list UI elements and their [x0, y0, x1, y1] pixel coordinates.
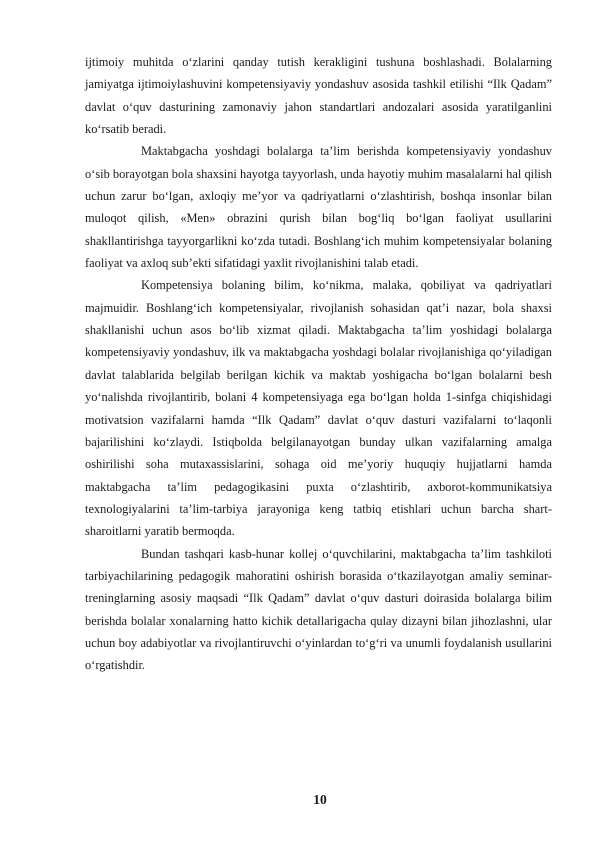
- document-body: [85, 51, 552, 677]
- page-number: 10: [313, 792, 327, 807]
- paragraph-1: ijtimoiy muhitda o‘zlarini qanday tutish kerakligini tushuna boshlashadi. Bolalarning jamiyatga ijtimoiylashuvini kompetensiyaviy yondashuv asosida tashkil etilishi “Ilk Qadam” davlat o‘quv dasturining zamonaviy jahon standartlari andozalari asosida yaratilganlini ko‘rsatib beradi.: [85, 55, 552, 137]
- paragraph-2: Maktabgacha yoshdagi bolalarga ta’lim berishda kompetensiyaviy yondashuv o‘sib borayotgan bola shaxsini hayotga tayyorlash, unda hayotiy muhim masalalarni hal qilish uchun zarur bo‘lgan, axloqiy me’yor va qadriyatlarni o‘zlashtirish, boshqa insonlar bilan muloqot qilish, «Men» obrazini qurish bilan bog‘liq bo‘lgan faoliyat usullarini shakllantirishga tayyorgarlikni ko‘zda tutadi. Boshlang‘ich muhim kompetensiyalar bolaning faoliyat va axloq sub’ekti sifatidagi yaxlit rivojlanishini talab etadi.: [85, 144, 552, 271]
- paragraph-4: Bundan tashqari kasb-hunar kollej o‘quvchilarini, maktabgacha ta’lim tashkiloti tarbiyachilarining pedagogik mahoratini oshirish borasida o‘tkazilayotgan amaliy seminar- treninglarning asosiy maqsadi “Ilk Qadam” davlat o‘quv dasturi doirasida bolalarga bilim berishda bolalar xonalarning hatto kichik detallarigacha qulay dizayni bilan jihozlashni, ular uchun boy adabiyotlar va rivojlantiruvchi o‘yinlardan to‘g‘ri va unumli foydalanish usullarini o‘rgatishdir.: [85, 546, 552, 673]
- paragraph-3: Kompetensiya bolaning bilim, ko‘nikma, malaka, qobiliyat va qadriyatlari majmuidir. Boshlang‘ich kompetensiyalar, rivojlanish sohasidan qat’i nazar, bola shaxsi shakllanishi uchun asos bo‘lib xizmat qiladi. Maktabgacha ta’lim yoshidagi bolalarga kompetensiyaviy yondashuv, ilk va maktabgacha yoshdagi bolalar rivojlanishiga qo‘yiladigan davlat talablarida belgilab berilgan kichik va maktab yoshigacha bo‘lgan bolalarni besh yo‘nalishda rivojlantirib, bolani 4 kompetensiyaga ega bo‘lgan holda 1-sinfga chiqishidagi motivatsion vazifalarni hamda “Ilk Qadam” davlat o‘quv dasturi vazifalarni to‘laqonli bajarilishini ko‘zlaydi. Istiqbolda belgilanayotgan bunday ulkan vazifalarning amalga oshirilishi soha mutaxassislarini, sohaga oid me’yoriy huquqiy hujjatlarni hamda maktabgacha ta’lim pedagogikasini puxta o‘zlashtirib, axborot-kommunikatsiya texnologiyalarini ta’lim-tarbiya jarayoniga keng tatbiq etishlari uchun barcha shart-sharoitlarni yaratib bermoqda.: [85, 278, 552, 539]
